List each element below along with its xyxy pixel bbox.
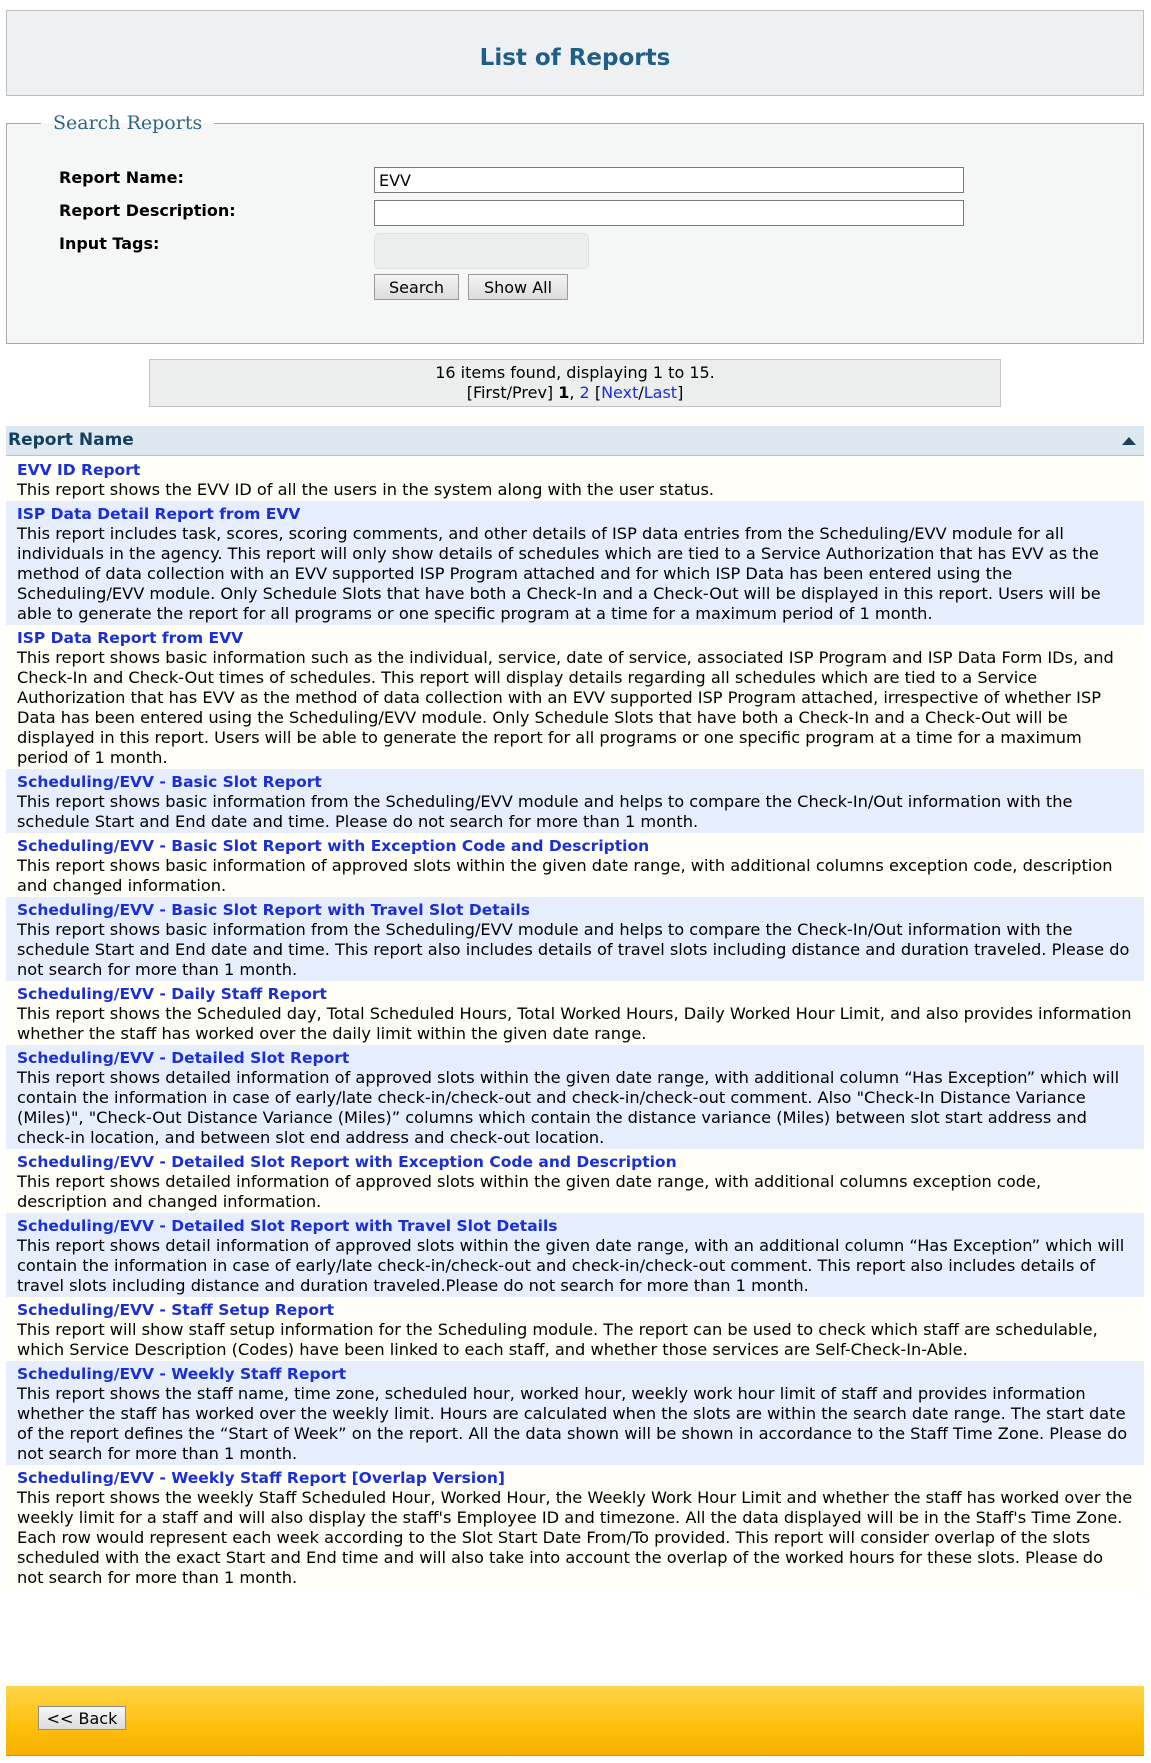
table-row [6, 1465, 1144, 1589]
report-description: This report shows the weekly Staff Scheduled Hour, Worked Hour, the Weekly Work Hour Limit and whether the staff has worked over the weekly limit for a staff and will also display the staff's Employee ID and timezone. All the data displayed will be in the Staff's Time Zone. Each row would represent each week according to the Slot Start Date From/To provided. This report will consider overlap of the slots scheduled with the exact Start and End time and will also take into account the overlap of the worked hours for these slots. Please do not search for more than 1 month. [17, 1488, 1133, 1587]
pagination-links: [First/Prev] 1, 2 [Next/Last] [466, 383, 684, 402]
report-description-input[interactable] [374, 200, 964, 226]
report-link[interactable]: Scheduling/EVV - Staff Setup Report [17, 1301, 335, 1319]
first-prev-text: First/Prev [472, 383, 547, 402]
input-tags-field[interactable] [374, 233, 589, 269]
table-row [6, 769, 1144, 833]
report-link[interactable]: Scheduling/EVV - Detailed Slot Report [17, 1049, 350, 1067]
report-link[interactable]: Scheduling/EVV - Weekly Staff Report [Overlap Version] [17, 1469, 505, 1487]
table-row [6, 1213, 1144, 1297]
report-link[interactable]: EVV ID Report [17, 461, 141, 479]
report-description-label: Report Description: [59, 201, 236, 220]
column-header-report-name[interactable]: Report Name [8, 430, 134, 450]
report-link[interactable]: Scheduling/EVV - Basic Slot Report [17, 773, 322, 791]
search-button[interactable]: Search [374, 274, 459, 300]
table-row [6, 1045, 1144, 1149]
table-row [6, 1361, 1144, 1465]
report-link[interactable]: Scheduling/EVV - Detailed Slot Report with Travel Slot Details [17, 1217, 558, 1235]
report-description: This report includes task, scores, scoring comments, and other details of ISP data entries from the Scheduling/EVV module for all individuals in the agency. This report will only show details of schedules which are tied to a Service Authorization that has EVV as the method of data collection with an EVV supported ISP Program attached and for which ISP Data has been entered using the Scheduling/EVV module. Only Schedule Slots that have both a Check-In and a Check-Out will be displayed in this report. Users will be able to generate the report for all programs or one specific program at a time for a maximum period of 1 month. [17, 524, 1101, 623]
report-description: This report shows the staff name, time zone, scheduled hour, worked hour, weekly work hour limit of staff and provides information whether the staff has worked over the weekly limit. Hours are calculated when the slots are within the search date range. The start date of the report defines the “Start of Week” on the report. All the data shown will be shown in accordance to the Staff Time Zone. Please do not search for more than 1 month. [17, 1384, 1128, 1463]
footer-bar [6, 1686, 1144, 1756]
back-button[interactable]: << Back [38, 1706, 126, 1730]
page-title: List of Reports [479, 45, 671, 71]
table-row [6, 1149, 1144, 1213]
page-header [6, 10, 1144, 96]
report-description: This report shows basic information from the Scheduling/EVV module and helps to compare the Check-In/Out information with the schedule Start and End date and time. Please do not search for more than 1 month. [17, 792, 1073, 831]
report-name-label: Report Name: [59, 168, 184, 187]
report-link[interactable]: ISP Data Report from EVV [17, 629, 244, 647]
report-link[interactable]: Scheduling/EVV - Basic Slot Report with Travel Slot Details [17, 901, 531, 919]
show-all-button[interactable]: Show All [468, 274, 568, 300]
search-legend: Search Reports [53, 112, 203, 134]
report-description: This report shows the Scheduled day, Total Scheduled Hours, Total Worked Hours, Daily Worked Hour Limit, and also provides information whether the staff has worked over the daily limit within the given date range. [17, 1004, 1132, 1043]
current-page: 1 [558, 383, 570, 402]
report-name-input[interactable] [374, 167, 964, 193]
table-row [6, 625, 1144, 769]
table-row [6, 1297, 1144, 1361]
report-description: This report will show staff setup information for the Scheduling module. The report can be used to check which staff are schedulable, which Service Description (Codes) have been linked to each staff, and whether those services are Self-Check-In-Able. [17, 1320, 1098, 1359]
report-link[interactable]: Scheduling/EVV - Daily Staff Report [17, 985, 327, 1003]
last-link[interactable]: Last [643, 383, 678, 402]
report-description: This report shows the EVV ID of all the users in the system along with the user status. [17, 480, 715, 499]
search-reports-panel [6, 112, 1144, 344]
input-tags-label: Input Tags: [59, 234, 160, 253]
report-link[interactable]: Scheduling/EVV - Detailed Slot Report with Exception Code and Description [17, 1153, 677, 1171]
sort-ascending-icon[interactable] [1122, 437, 1136, 445]
table-row [6, 981, 1144, 1045]
table-row [6, 897, 1144, 981]
report-description: This report shows basic information of approved slots within the given date range, with additional columns exception code, description and changed information. [17, 856, 1113, 895]
report-description: This report shows detailed information of approved slots within the given date range, with additional column “Has Exception” which will contain the information in case of early/late check-in/check-out and check-in/check-out comment. Also "Check-In Distance Variance (Miles)", "Check-Out Distance Variance (Miles)” columns which contain the distance variance (Miles) between slot start address and check-in location, and between slot end address and check-out location. [17, 1068, 1120, 1147]
table-row [6, 833, 1144, 897]
report-link[interactable]: Scheduling/EVV - Basic Slot Report with Exception Code and Description [17, 837, 650, 855]
pagination [149, 359, 1001, 407]
page-2-link[interactable]: 2 [579, 383, 590, 402]
report-link[interactable]: Scheduling/EVV - Weekly Staff Report [17, 1365, 347, 1383]
table-row [6, 501, 1144, 625]
table-row [6, 457, 1144, 501]
report-description: This report shows detail information of approved slots within the given date range, with an additional column “Has Exception” which will contain the information in case of early/late check-in/check-out and check-in/check-out comment. This report also includes details of travel slots including distance and duration traveled.Please do not search for more than 1 month. [17, 1236, 1125, 1295]
table-header[interactable] [6, 426, 1144, 456]
report-description: This report shows basic information such as the individual, service, date of service, associated ISP Program and ISP Data Form IDs, and Check-In and Check-Out times of schedules. This report will display details regarding all schedules which are tied to a Service Authorization that has EVV as the method of data collection with an EVV supported ISP Program attached, irrespective of whether ISP Data has been entered using the Scheduling/EVV module. Only Schedule Slots that have both a Check-In and a Check-Out will be displayed in this report. Users will be able to generate the report for all programs or one specific program at a time for a maximum period of 1 month. [17, 648, 1114, 767]
next-link[interactable]: Next [601, 383, 639, 402]
report-link[interactable]: ISP Data Detail Report from EVV [17, 505, 301, 523]
pagination-summary: 16 items found, displaying 1 to 15. [435, 363, 715, 382]
report-description: This report shows detailed information of approved slots within the given date range, with additional columns exception code, description and changed information. [17, 1172, 1042, 1211]
report-list [6, 457, 1144, 1589]
report-description: This report shows basic information from the Scheduling/EVV module and helps to compare the Check-In/Out information with the schedule Start and End date and time. This report also includes details of travel slots including distance and duration traveled. Please do not search for more than 1 month. [17, 920, 1130, 979]
